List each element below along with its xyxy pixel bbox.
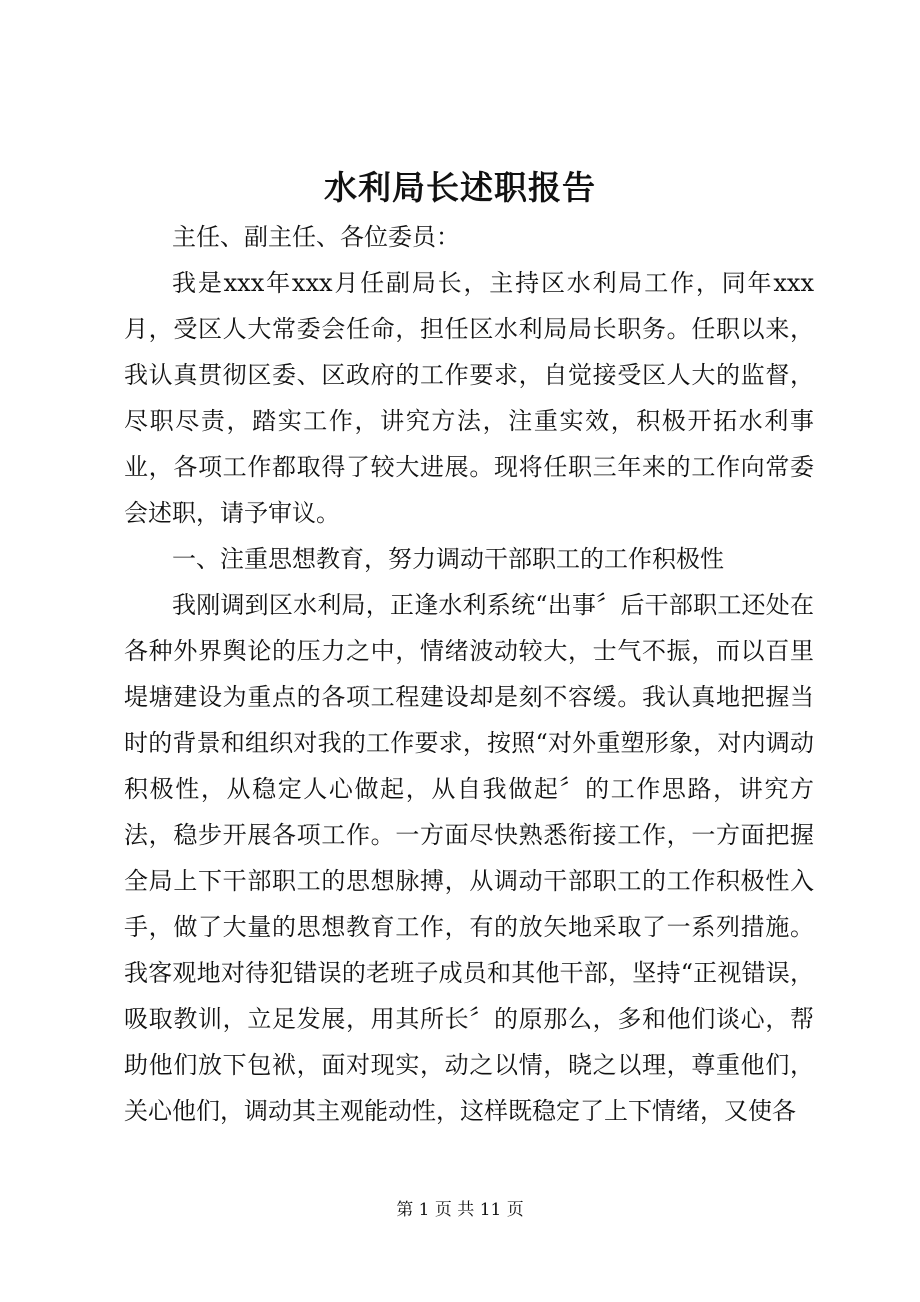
body-paragraph: 我刚调到区水利局，正逢水利系统“出事〞后干部职工还处在各种外界舆论的压力之中，情绪波动较大，士气不振，而以百里堤塘建设为重点的各项工程建设却是刻不容缓。我认真地把握当时的背景和组织对我的工作要求，按照“对外重塑形象，对内调动积极性，从稳定人心做起，从自我做起〞的工作思路，讲究方法，稳步开展各项工作。一方面尽快熟悉衔接工作，一方面把握全局上下干部职工的思想脉搏，从调动干部职工的工作积极性入手，做了大量的思想教育工作，有的放矢地采取了一系列措施。我客观地对待犯错误的老班子成员和其他干部，坚持“正视错误，吸取教训，立足发展，用其所长〞的原那么，多和他们谈心，帮助他们放下包袱，面对现实，动之以情，晓之以理，尊重他们，关心他们，调动其主观能动性，这样既稳定了上下情绪，又使各 — [124, 591, 814, 1125]
page-title: 水利局长述职报告 — [324, 168, 596, 207]
page-footer: 第 1 页 共 11 页 — [396, 1200, 524, 1220]
section-heading: 一、注重思想教育，努力调动干部职工的工作积极性 — [172, 545, 724, 573]
salutation-paragraph: 主任、副主任、各位委员： — [172, 223, 460, 251]
document-body — [124, 214, 814, 1134]
intro-paragraph: 我是xxx年xxx月任副局长，主持区水利局工作，同年xxx月，受区人大常委会任命，担任区水利局局长职务。任职以来，我认真贯彻区委、区政府的工作要求，自觉接受区人大的监督，尽职尽责，踏实工作，讲究方法，注重实效，积极开拓水利事业，各项工作都取得了较大进展。现将任职三年来的工作向常委会述职，请予审议。 — [124, 269, 814, 527]
